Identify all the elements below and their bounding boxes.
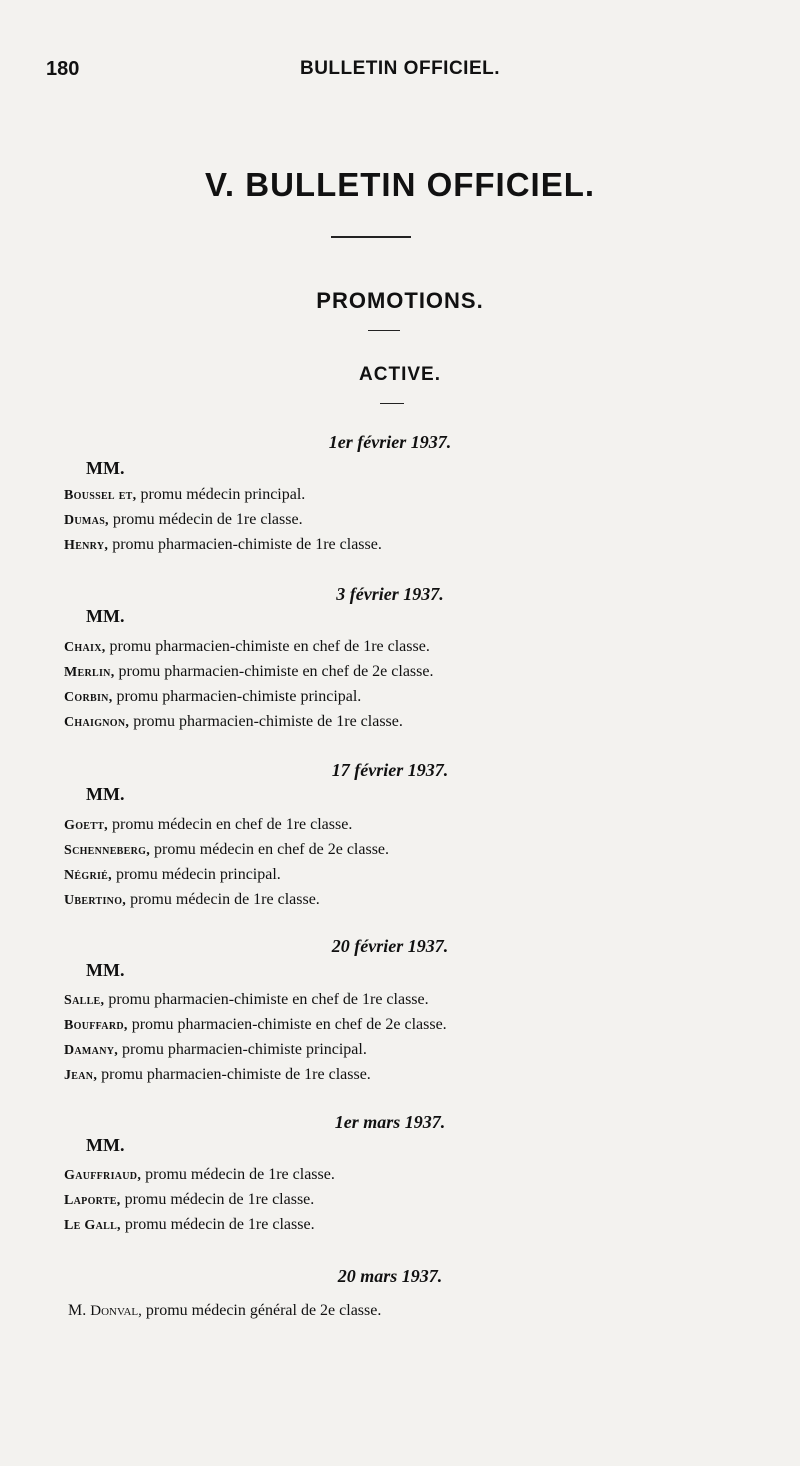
section-title: V. BULLETIN OFFICIEL. [204, 166, 596, 203]
officer-name: Laporte, [64, 1193, 121, 1208]
officer-name: Le Gall, [64, 1218, 121, 1233]
promotion-entry [64, 1191, 314, 1209]
promotion-text: promu pharmacien-chimiste en chef de 2e classe. [127, 1016, 447, 1033]
promotion-text: promu pharmacien-chimiste en chef de 2e classe. [114, 663, 434, 680]
promotion-entry [64, 991, 429, 1009]
officer-name: Boussel et, [64, 488, 137, 503]
promotion-text: promu pharmacien-chimiste de 1re classe. [97, 1066, 371, 1083]
officer-name: Chaignon, [64, 715, 130, 730]
promotion-text: promu médecin de 1re classe. [120, 1191, 315, 1208]
promotion-date: 20 mars 1937. [337, 1266, 443, 1286]
promotion-text: promu médecin de 1re classe. [120, 1216, 315, 1233]
promotion-text: promu pharmacien-chimiste en chef de 1re classe. [105, 638, 430, 655]
officer-name: Négrié, [64, 868, 112, 883]
promotion-entry [64, 891, 320, 909]
running-header [46, 58, 754, 86]
promotion-text: promu médecin général de 2e classe. [141, 1302, 382, 1319]
promotion-date: 3 février 1937. [336, 584, 444, 604]
promotion-entry [68, 1302, 381, 1320]
promotion-entry [64, 511, 303, 529]
promotion-text: promu médecin de 1re classe. [108, 511, 303, 528]
promotion-entry [64, 688, 361, 706]
promotion-date: 1er février 1937. [328, 432, 452, 452]
promotion-entry [64, 1041, 367, 1059]
promotion-text: promu médecin principal. [111, 866, 281, 883]
officer-name: Bouffard, [64, 1018, 128, 1033]
promotion-text: promu pharmacien-chimiste principal. [112, 688, 362, 705]
promotion-entry [64, 1016, 447, 1034]
promotion-text: promu pharmacien-chimiste principal. [118, 1041, 367, 1058]
promotion-date: 1er mars 1937. [334, 1112, 446, 1132]
officer-name: Donval, [90, 1303, 142, 1319]
promotion-text: promu médecin en chef de 1re classe. [107, 816, 353, 833]
page-number: 180 [46, 58, 80, 80]
divider-rule [368, 330, 400, 331]
promotion-entry [64, 713, 403, 731]
promotion-entry [64, 1216, 315, 1234]
salutation: MM. [86, 1135, 125, 1155]
salutation: MM. [86, 458, 125, 478]
officer-name: Merlin, [64, 665, 115, 680]
promotion-entry [64, 638, 430, 656]
promotion-entry [64, 486, 305, 504]
promotion-entry [64, 1066, 371, 1084]
promotion-date: 17 février 1937. [331, 760, 449, 780]
promotion-date: 20 février 1937. [331, 936, 449, 956]
promotion-text: promu pharmacien-chimiste de 1re classe. [108, 536, 382, 553]
officer-name: Gauffriaud, [64, 1168, 142, 1183]
promotion-entry [64, 841, 389, 859]
promotion-text: promu médecin principal. [136, 486, 306, 503]
promotions-heading: PROMOTIONS. [316, 288, 484, 313]
salutation: MM. [86, 784, 125, 804]
promotion-text: promu médecin de 1re classe. [141, 1166, 335, 1183]
active-heading: ACTIVE. [359, 364, 441, 385]
officer-name: Schenneberg, [64, 843, 151, 858]
officer-name: Salle, [64, 993, 105, 1008]
divider-rule [380, 403, 404, 404]
promotion-text: promu médecin de 1re classe. [126, 891, 320, 908]
salutation: M. [68, 1302, 91, 1319]
officer-name: Corbin, [64, 690, 113, 705]
officer-name: Chaix, [64, 640, 106, 655]
promotion-entry [64, 866, 281, 884]
promotion-text: promu médecin en chef de 2e classe. [150, 841, 390, 858]
divider-rule [331, 236, 411, 238]
promotion-entry [64, 1166, 335, 1184]
officer-name: Jean, [64, 1068, 98, 1083]
salutation: MM. [86, 960, 125, 980]
promotion-text: promu pharmacien-chimiste de 1re classe. [129, 713, 403, 730]
promotion-text: promu pharmacien-chimiste en chef de 1re classe. [104, 991, 429, 1008]
officer-name: Goett, [64, 818, 108, 833]
officer-name: Ubertino, [64, 893, 127, 908]
officer-name: Damany, [64, 1043, 119, 1058]
officer-name: Henry, [64, 538, 109, 553]
running-title: BULLETIN OFFICIEL. [299, 58, 501, 79]
promotion-entry [64, 663, 433, 681]
promotion-entry [64, 536, 382, 554]
officer-name: Dumas, [64, 513, 109, 528]
salutation: MM. [86, 606, 125, 626]
promotion-entry [64, 816, 352, 834]
